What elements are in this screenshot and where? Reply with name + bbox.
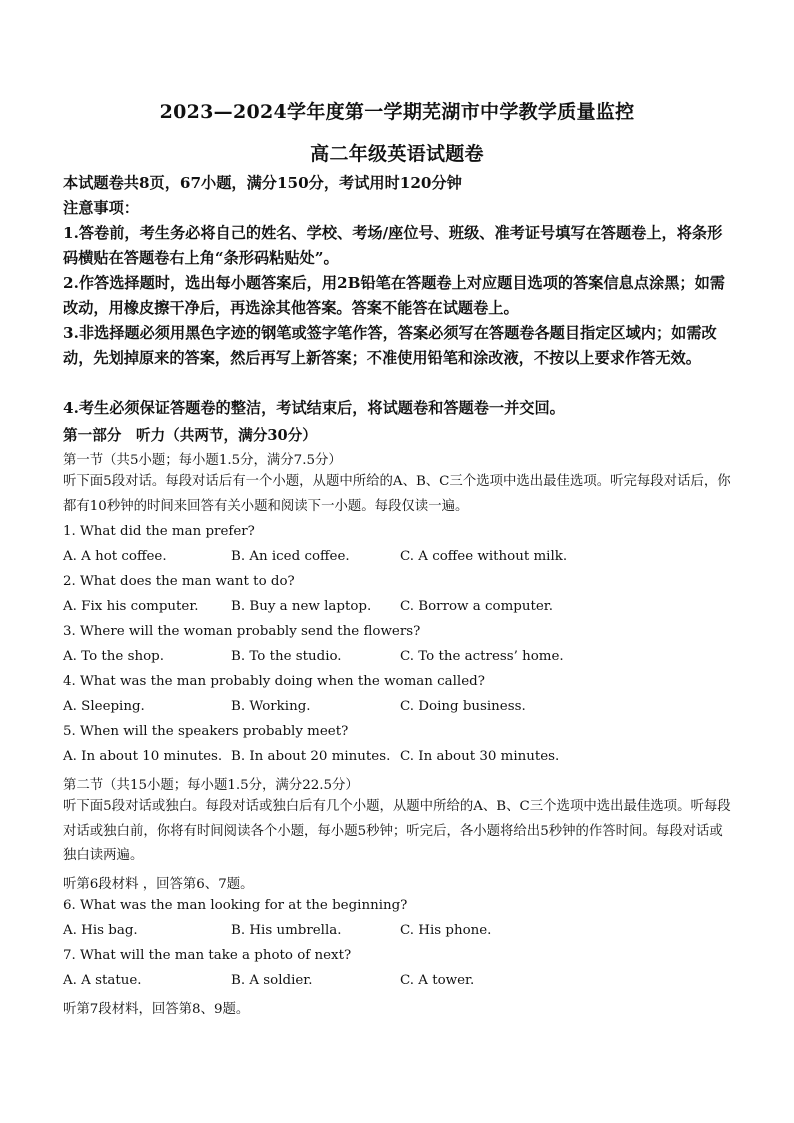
option-b: B. Working. [231,699,311,714]
option-a: A. Fix his computer. [63,599,199,614]
exam-summary: 本试题卷共8页，67小题，满分150分，考试用时120分钟 [63,174,462,192]
question-options [63,599,731,621]
material-7-note: 听第7段材料，回答第8、9题。 [63,1002,250,1017]
question-stem: 5. When will the speakers probably meet? [63,724,349,739]
part1-heading: 第一部分 听力（共两节，满分30分） [63,427,317,444]
option-c: C. A coffee without milk. [400,549,568,564]
section1-heading: 第一节（共5小题；每小题1.5分，满分7.5分） [63,453,342,468]
notice-item-3: 3.非选择题必须用黑色字迹的钢笔或签字笔作答，答案必须写在答题卷各题目指定区域内；如需改动，先划掉原来的答案，然后再写上新答案；不准使用铅笔和涂改液，不按以上要求作答无效。 [63,324,717,367]
question-stem: 3. Where will the woman probably send the flowers? [63,624,421,639]
section2-heading: 第二节（共15小题；每小题1.5分，满分22.5分） [63,778,359,793]
question-stem: 7. What will the man take a photo of next? [63,948,352,963]
question-stem: 4. What was the man probably doing when the woman called? [63,674,485,689]
question-options [63,699,731,721]
option-b: B. His umbrella. [231,923,342,938]
notice-item-2: 2.作答选择题时，选出每小题答案后，用2B铅笔在答题卷上对应题目选项的答案信息点涂黑；如需改动，用橡皮擦干净后，再选涂其他答案。答案不能答在试题卷上。 [63,274,725,317]
option-a: A. A hot coffee. [63,549,167,564]
option-c: C. Doing business. [400,699,526,714]
question-options [63,973,731,995]
option-b: B. An iced coffee. [231,549,350,564]
notice-heading: 注意事项： [63,199,139,217]
option-c: C. A tower. [400,973,475,988]
question-options [63,649,731,671]
option-b: B. In about 20 minutes. [231,749,391,764]
material-6-note: 听第6段材料 ，回答第6、7题。 [63,877,254,892]
option-c: C. Borrow a computer. [400,599,553,614]
option-b: B. Buy a new laptop. [231,599,372,614]
question-options [63,549,731,571]
question-options [63,749,731,771]
notice-item-1: 1.答卷前，考生务必将自己的姓名、学校、考场/座位号、班级、准考证号填写在答题卷上，将条形码横贴在答题卷右上角“条形码粘贴处”。 [63,224,723,267]
option-a: A. A statue. [63,973,142,988]
section1-instructions: 听下面5段对话。每段对话后有一个小题，从题中所给的A、B、C三个选项中选出最佳选项。听完每段对话后，你都有10秒钟的时间来回答有关小题和阅读下一小题。每段仅读一遍。 [63,474,731,514]
question-stem: 6. What was the man looking for at the beginning? [63,898,408,913]
exam-title: 2023—2024学年度第一学期芜湖市中学教学质量监控 [159,101,635,123]
notice-item-4: 4.考生必须保证答题卷的整洁，考试结束后，将试题卷和答题卷一并交回。 [63,399,565,417]
section2-instructions: 听下面5段对话或独白。每段对话或独白后有几个小题，从题中所给的A、B、C三个选项中选出最佳选项。听每段对话或独白前，你将有时间阅读各个小题，每小题5秒钟；听完后，各小题将给出5秒钟的作答时间。每段对话或独白读两遍。 [63,799,731,863]
option-c: C. His phone. [400,923,492,938]
option-a: A. In about 10 minutes. [63,749,223,764]
option-a: A. To the shop. [63,649,164,664]
option-a: A. Sleeping. [63,699,145,714]
option-c: C. In about 30 minutes. [400,749,560,764]
option-b: B. A soldier. [231,973,313,988]
option-c: C. To the actress’ home. [400,649,564,664]
exam-subtitle: 高二年级英语试题卷 [310,143,484,165]
option-a: A. His bag. [63,923,138,938]
question-stem: 1. What did the man prefer? [63,524,255,539]
question-options [63,923,731,945]
question-stem: 2. What does the man want to do? [63,574,295,589]
option-b: B. To the studio. [231,649,342,664]
